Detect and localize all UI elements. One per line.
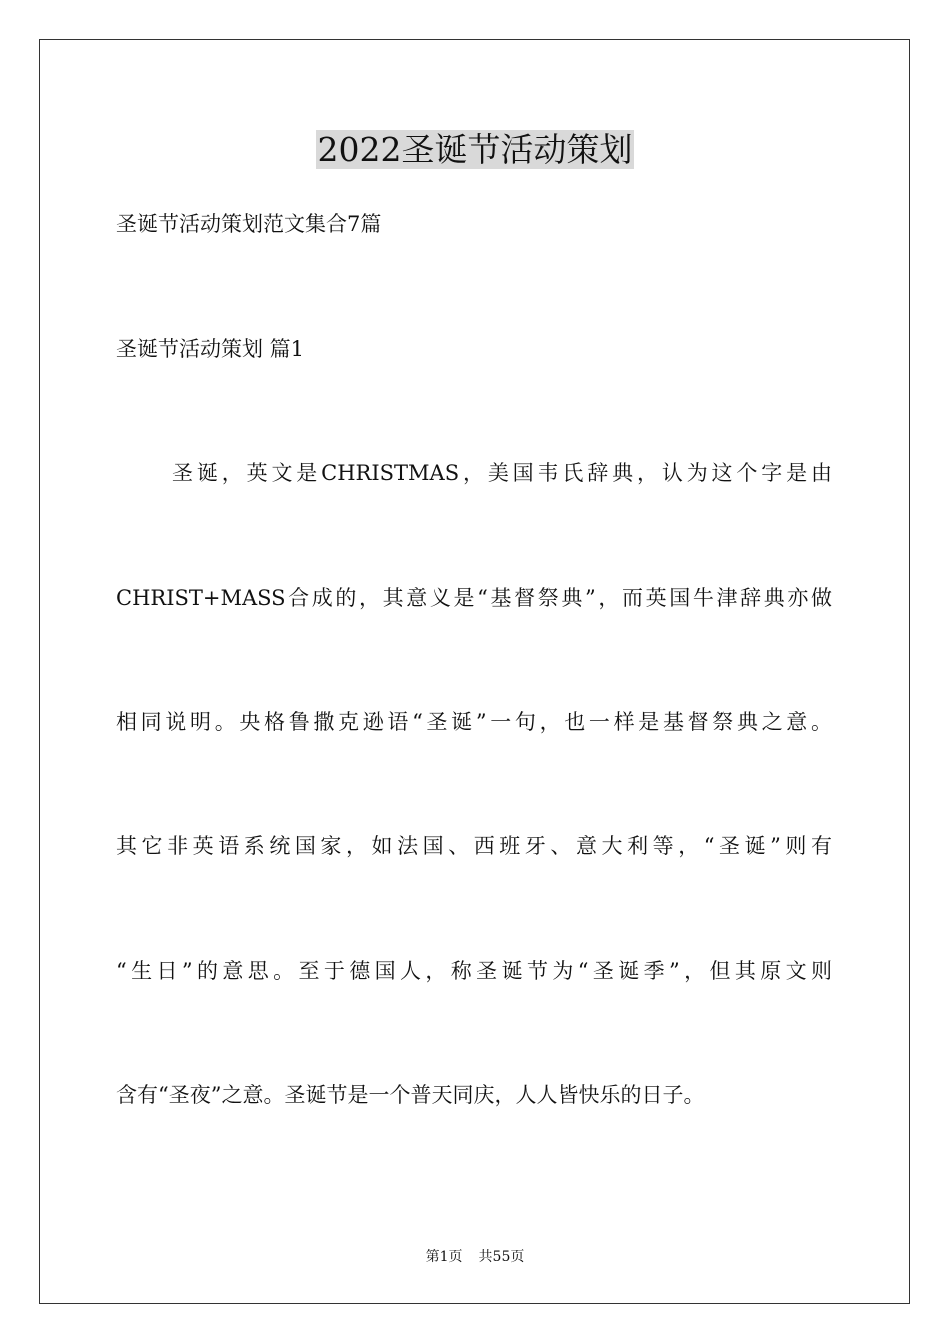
paragraph-line-4: 其它非英语系统国家，如法国、西班牙、意大利等，“圣诞”则有 xyxy=(116,834,832,858)
document-title xyxy=(0,128,950,172)
page-number: 第1页 xyxy=(425,1249,463,1265)
paragraph-line-5: “生日”的意思。至于德国人，称圣诞节为“圣诞季”，但其原文则 xyxy=(116,959,832,983)
paragraph-line-6: 含有“圣夜”之意。圣诞节是一个普天同庆，人人皆快乐的日子。 xyxy=(116,1083,705,1107)
section-heading: 圣诞节活动策划 篇1 xyxy=(116,337,305,361)
page-total: 共55页 xyxy=(478,1249,525,1265)
paragraph-line-3: 相同说明。央格鲁撒克逊语“圣诞”一句，也一样是基督祭典之意。 xyxy=(116,710,832,734)
page-footer xyxy=(0,1247,950,1267)
document-title-text: 2022圣诞节活动策划 xyxy=(317,130,633,169)
paragraph-line-2: CHRIST+MASS合成的，其意义是“基督祭典”，而英国牛津辞典亦做 xyxy=(116,586,832,610)
document-subtitle: 圣诞节活动策划范文集合7篇 xyxy=(116,212,382,236)
paragraph-line-1: 圣诞，英文是CHRISTMAS，美国韦氏辞典，认为这个字是由 xyxy=(172,461,832,485)
